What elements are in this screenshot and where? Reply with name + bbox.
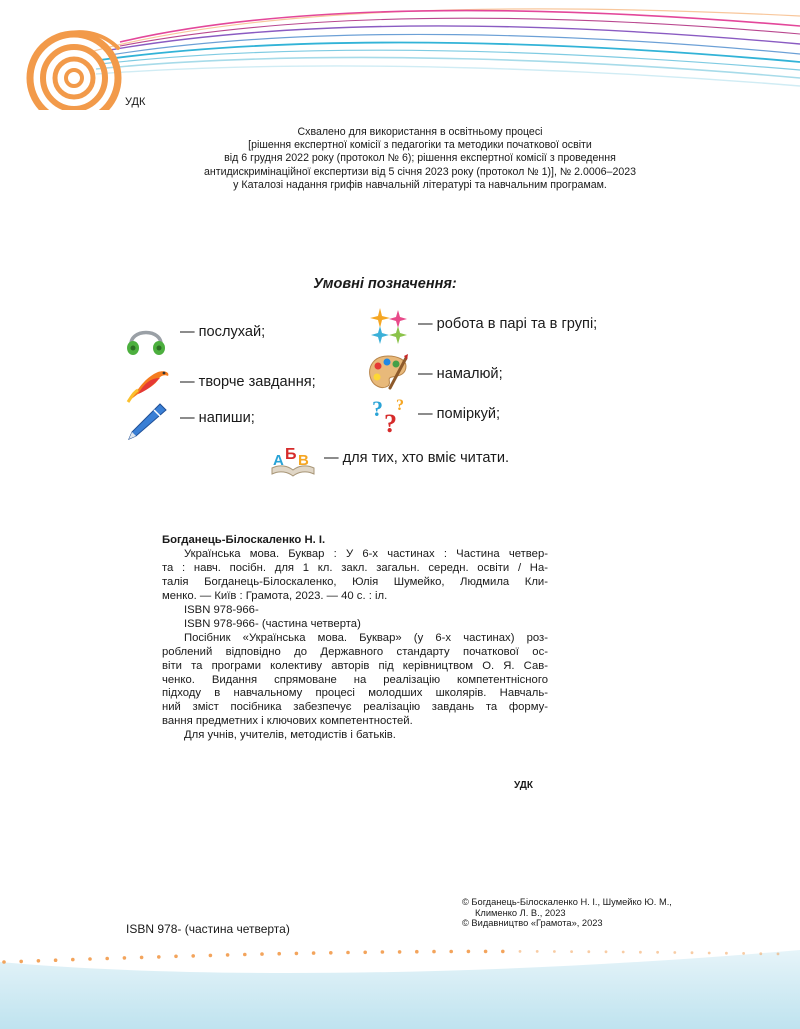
footer-dot [277,952,281,956]
legend-write-label: — напиши; [180,410,255,426]
footer-dot [209,954,213,958]
biblio-line: Посібник «Українська мова. Буквар» (у 6-х частинах) роз- [184,631,548,644]
footer-dot [484,950,488,954]
footer-wave [0,950,800,1029]
footer-dot [759,952,762,955]
header-decoration [0,0,800,110]
footer-dot [191,954,195,958]
legend-teamwork-label: — робота в парі та в групі; [418,316,598,332]
copyright-authors-cont: Клименко Л. В., 2023 [475,907,566,918]
stars-icon [368,306,410,346]
approval-line: Схвалено для використання в освітньому процесі [297,126,543,138]
footer-dot [570,950,573,953]
approval-line: [рішення експертної комісії з педагогіки та методики початкової освіти [248,139,592,152]
footer-dot [622,951,625,954]
svg-text:?: ? [372,396,383,421]
footer-dot [553,950,556,953]
footer-dot [381,950,385,954]
legend-reading-label: — для тих, хто вміє читати. [324,450,510,466]
approval-line: від 6 грудня 2022 року (протокол № 6); рішення експертної комісії з проведення [224,152,616,165]
approval-line: у Каталозі надання грифів навчальній літературі та навчальним програмам. [233,178,607,191]
copyright-block [462,897,672,929]
biblio-line: та : навч. посібн. для 1 кл. закл. загальн. середн. освіти / На- [162,561,548,574]
footer-dot [157,955,161,959]
biblio-audience: Для учнів, учителів, методистів і батьків. [184,729,396,742]
approval-note [150,126,690,192]
legend-paint-label: — намалюй; [418,366,503,382]
footer-dot [88,957,92,961]
footer-dot [449,950,453,954]
biblio-line: Українська мова. Буквар : У 6-х частинах : Частина четвер- [184,547,548,560]
biblio-line: роблений відповідно до Державного стандарту початкової ос- [162,645,548,658]
footer-dot [37,959,41,963]
biblio-line: вання предметних і ключових компетентностей. [162,715,413,728]
udk-classification: УДК [514,780,533,791]
abc-letter: В [298,452,309,469]
svg-text:?: ? [384,409,397,434]
footer-dot [329,951,333,955]
firebird-icon [124,360,172,404]
footer-dot [691,951,694,954]
palette-icon [366,352,410,392]
footer-dot [140,956,144,960]
footer-dot [2,960,6,964]
legend-creative-label: — творче завдання; [180,374,316,390]
footer-dot [54,958,58,962]
legend-listen-label: — послухай; [180,324,266,340]
biblio-author: Богданець-Білоскаленко Н. І. [162,534,326,546]
approval-line: антидискримінаційної експертизи від 5 січня 2023 року (протокол № 1)], № 2.0006–2023 [203,165,637,178]
biblio-isbn: ISBN 978-966- [184,603,259,616]
biblio-line: талія Богданець-Білоскаленко, Юлія Шумейко, Людмила Кли- [162,575,548,588]
footer-dot [123,956,127,960]
footer-dot [398,950,402,954]
footer-dot [605,950,608,953]
udk-header: УДК [125,96,146,108]
legend-title: Умовні позначення: [313,276,457,292]
headphones-icon [124,318,168,362]
footer-dot [346,951,350,955]
footer-dot [656,951,659,954]
footer-dot [226,953,230,957]
footer-dot [415,950,419,954]
footer-dot [501,950,505,954]
footer-dot [708,952,711,955]
footer-dot [742,952,745,955]
footer-dot [519,950,522,953]
footer-dot [725,952,728,955]
footer-dot [312,951,316,955]
abc-book-icon [270,442,316,478]
biblio-line: ний зміст посібника забезпечує реалізацію завдань та форму- [162,701,548,714]
legend-think-label: — поміркуй; [418,406,501,422]
copyright-authors: © Богданець-Білоскаленко Н. І., Шумейко Ю. М., [462,897,672,907]
footer-isbn: ISBN 978- (частина четверта) [126,922,290,936]
biblio-line: підходу в навчальному процесі молодших школярів. Навчаль- [162,687,548,700]
pen-icon [124,402,168,442]
footer-dot [587,950,590,953]
footer-dot [639,951,642,954]
footer-dot [777,953,780,956]
footer-dot [467,950,471,954]
footer-dot [536,950,539,953]
wave-ribbons [90,9,800,86]
footer-dot [363,951,367,955]
footer-dot [19,960,23,964]
footer-dot [105,957,109,961]
footer-dot [174,955,178,959]
biblio-line: віти та програми колективу авторів під керівництвом О. Я. Сав- [162,659,548,672]
svg-text:?: ? [396,397,404,414]
footer-dot [243,953,247,957]
spiral-logo [30,32,118,110]
biblio-line: менко. — Київ : Грамота, 2023. — 40 с. : іл. [162,589,388,602]
copyright-publisher: © Видавництво «Грамота», 2023 [462,918,603,929]
footer-dot [295,952,299,956]
footer-dot [260,952,264,956]
biblio-isbn: ISBN 978-966- (частина четверта) [184,617,361,630]
biblio-line: ченко. Видання спрямоване на реалізацію компетентнісного [162,673,548,686]
question-marks-icon [370,394,410,434]
abc-letter: А [273,452,284,469]
footer-dot [71,958,75,962]
bibliographic-record [162,534,548,743]
footer-dot [673,951,676,954]
footer-decoration [0,940,800,1029]
abc-letter: Б [285,446,297,463]
footer-dot [432,950,436,954]
